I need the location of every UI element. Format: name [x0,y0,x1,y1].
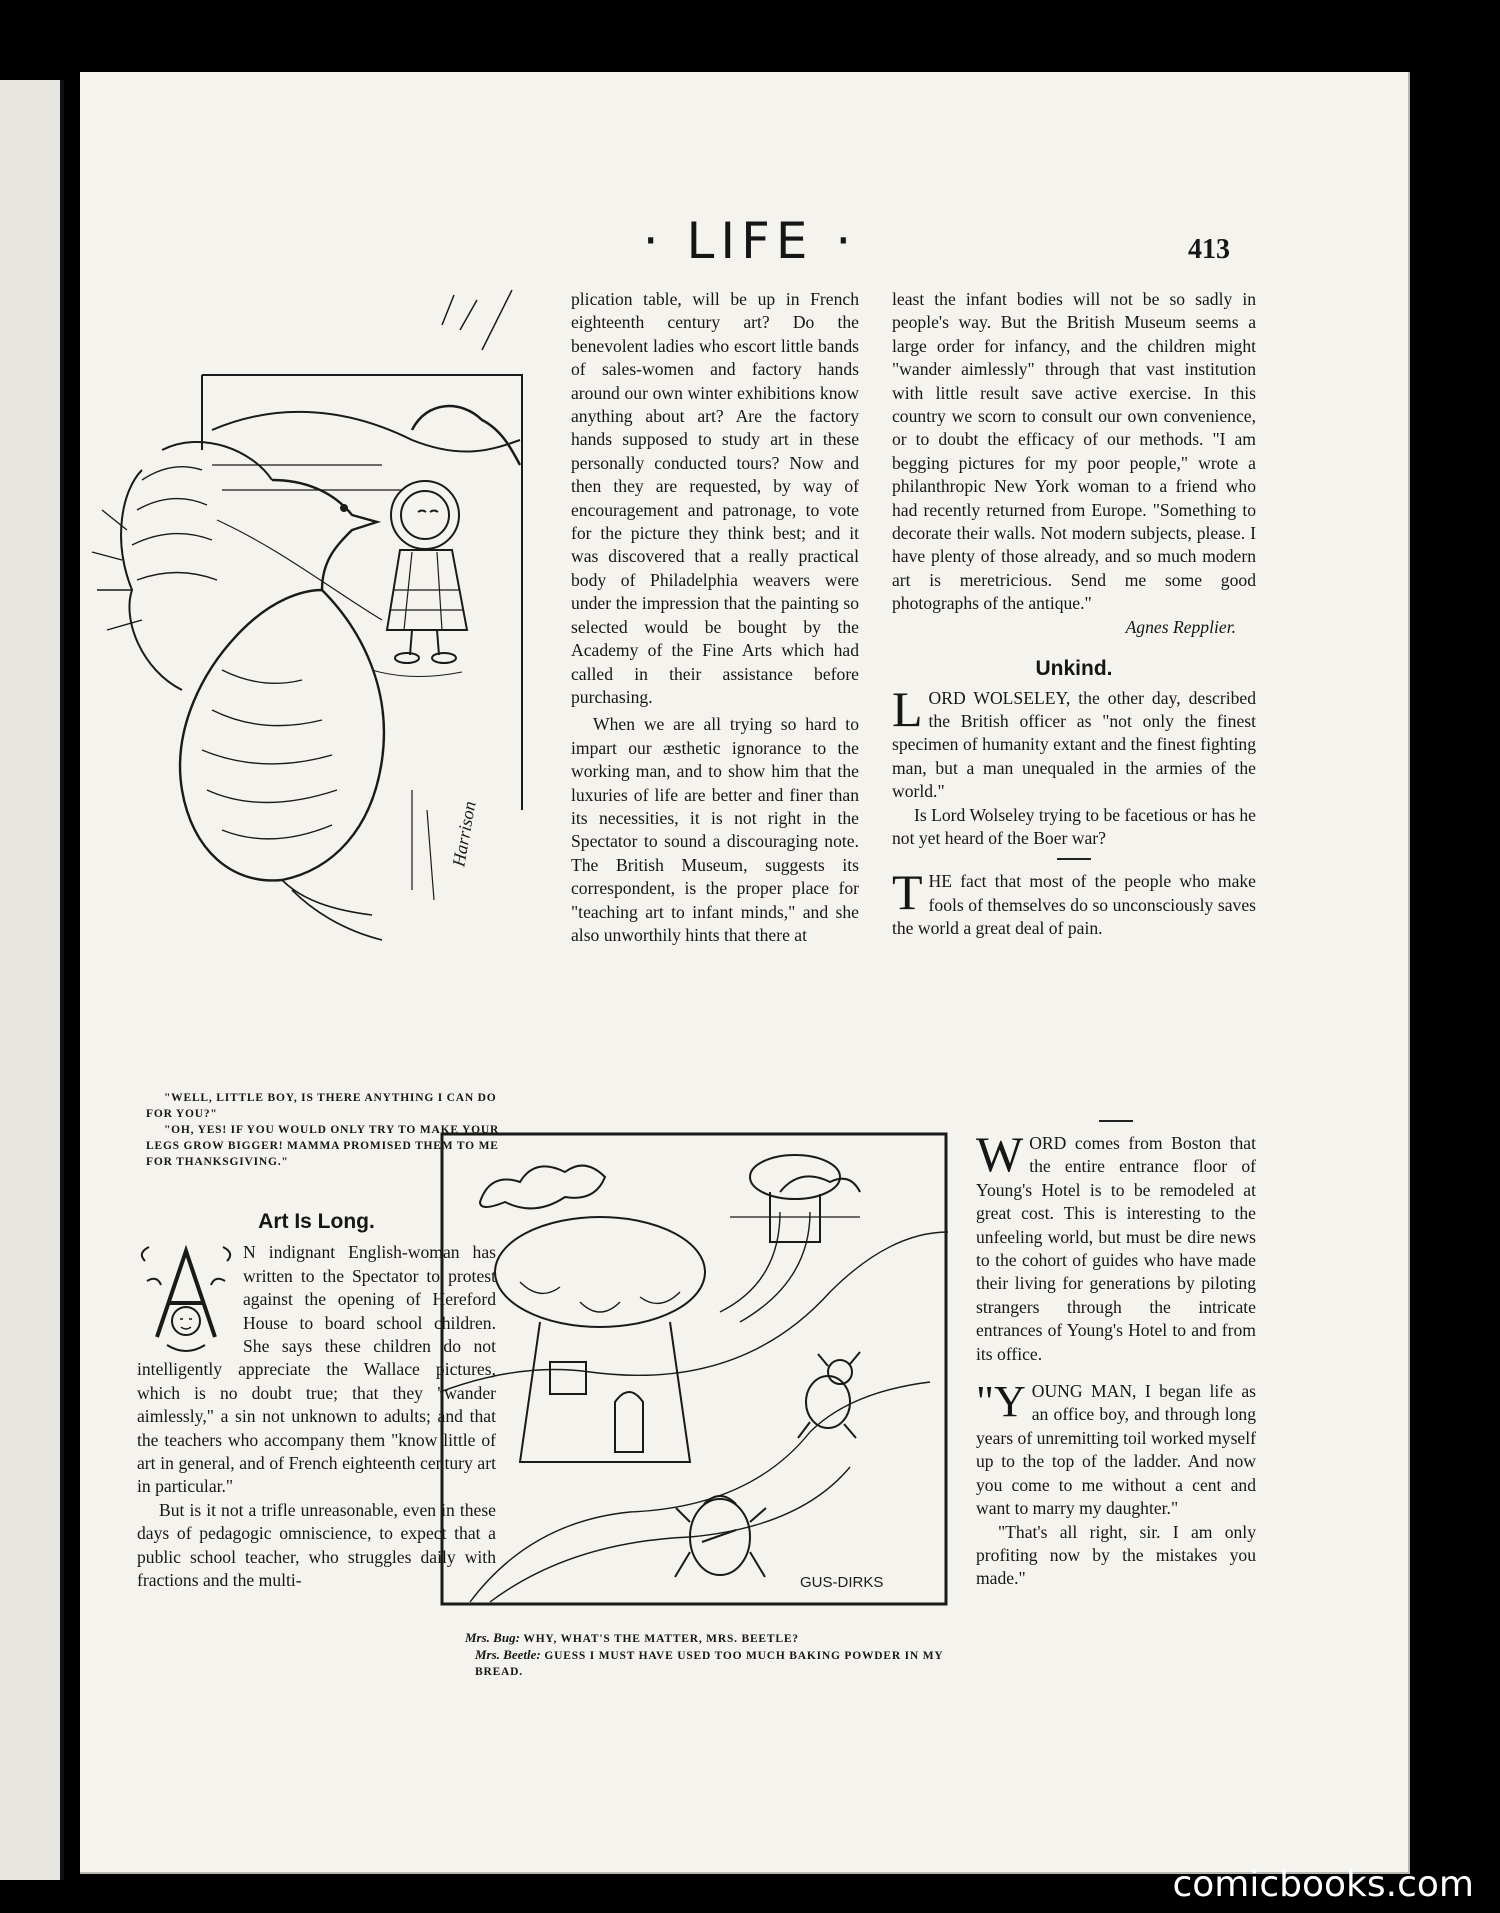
art-is-long-col3-para1: least the infant bodies will not be so sadly in people's way. But the British Museum seems a large order for infancy, and the children might "wander aimlessly" through that vast institution with little result save active exercise. In this country we scorn to consult our own convenience, or to doubt the efficacy of our methods. "I am begging pictures for my poor people," wrote a philanthropic New York woman to a friend who had recently returned from Europe. "Something to decorate their walls. Not modern subjects, please. I have plenty of those already, and so much modern art is meretricious. Send me some good photographs of the antique." [892,289,1256,614]
artist-signature: Harrison [448,799,480,869]
young-man-reply: "That's all right, sir. I am only profiting now by the mistakes you made." [976,1521,1256,1589]
fools-text: HE fact that most of the people who make fools of themselves do so unconsciously saves the world a great deal of pain. [892,871,1256,939]
art-is-long-para2: But is it not a trifle unreasonable, even in these days of pedagogic omniscience, to expect that a public school teacher, who struggles daily with fractions and the multi- [137,1499,496,1591]
bug-cartoon-illustration [440,1132,948,1606]
turkey-illustration [82,290,552,1050]
speaker-mrs-bug: Mrs. Bug: [465,1630,520,1645]
turkey-caption: "WELL, LITTLE BOY, IS THERE ANYTHING I CAN DO FOR YOU?" "OH, YES! IF YOU WOULD ONLY TRY TO MAKE YOUR LEGS GROW BIGGER! MAMMA PROMISED THEM TO ME FOR THANKSGIVING." [146,1092,500,1168]
speaker-mrs-beetle: Mrs. Beetle: [475,1647,541,1662]
unkind-para2: Is Lord Wolseley trying to be facetious or has he not yet heard of the Boer war? [892,804,1256,848]
cartoonist-signature: GUS-DIRKS [800,1574,884,1591]
youngs-hotel-text: ORD comes from Boston that the entire entrance floor of Young's Hotel is to be remodeled at great cost. This is interesting to the unfeeling world, but must be dire news to the cohort of guides who have made their living for generations by piloting strangers through the intricate entrances of Young's Hotel to and from its office. [976,1133,1256,1364]
decorative-initial-a-icon [137,1241,235,1353]
young-man-text: OUNG MAN, I began life as an office boy, and through long years of unremitting toil worked myself up to the top of the ladder. And now you come to me without a cent and want to marry my daughter." [976,1381,1256,1519]
bottom-right-column [976,1120,1256,1591]
article-title-unkind: Unkind. [1035,657,1113,681]
divider [1057,858,1091,860]
article-title-art-is-long: Art Is Long. [258,1210,375,1233]
art-is-long-col2-para1: plication table, will be up in French eighteenth century art? Do the benevolent ladies who escort little bands of sales-women and factory hands around our own winter exhibitions know anything about art? Are the factory hands supposed to study art in these personally conducted tours? Now and then they are requested, by way of encouragement and patronage, to vote for the picture they think best; and it was discovered that a really practical body of Philadelphia weavers were under the impression that the painting so selected would be bought by the Academy of the Fine Arts which had called in their assistance before purchasing. [571,289,859,707]
art-is-long-column2 [571,288,859,947]
divider [1099,1120,1133,1122]
drop-cap-l: L [892,680,923,737]
drop-cap-w: W [976,1126,1024,1182]
unkind-para1: ORD WOLSELEY, the other day, described the British officer as "not only the finest specimen of humanity extant and the finest fighting man, but a man unequaled in the armies of the world." [892,687,1256,802]
right-column [892,288,1256,941]
bug-cartoon-caption [465,1630,945,1680]
drop-cap-t: T [892,864,923,921]
beetle-line: GUESS I MUST HAVE USED TOO MUCH BAKING POWDER IN MY BREAD. [475,1650,944,1678]
magazine-page [80,72,1410,1874]
author-signature: Agnes Repplier. [1125,616,1236,637]
bug-line: WHY, WHAT'S THE MATTER, MRS. BEETLE? [523,1633,799,1645]
facing-page-edge [0,80,64,1880]
art-is-long-col2-para2: When we are all trying so hard to impart our æsthetic ignorance to the working man, and to show him that the luxuries of life are better and finer than its necessities, it is not right in the Spectator to sound a discouraging note. The British Museum, suggests its correspondent, is the proper place for "teaching art to infant minds," and she also unworthily hints that there at [571,714,859,945]
masthead: · LIFE · [642,212,858,270]
watermark: comicbooks.com [1172,1864,1474,1905]
drop-cap-y: "Y [976,1377,1026,1427]
art-is-long-para1: N indignant English-woman has written to the Spectator to protest against the opening of Hereford House to board school children. She says these children do not intelligently appreciate the Wallace pictures, which is no doubt true; that they "wander aimlessly," a sin not unknown to adults; and that the teachers who accompany them "know little of art in general, and of French eighteenth century art in particular." [137,1242,496,1497]
page-number: 413 [1188,234,1230,265]
